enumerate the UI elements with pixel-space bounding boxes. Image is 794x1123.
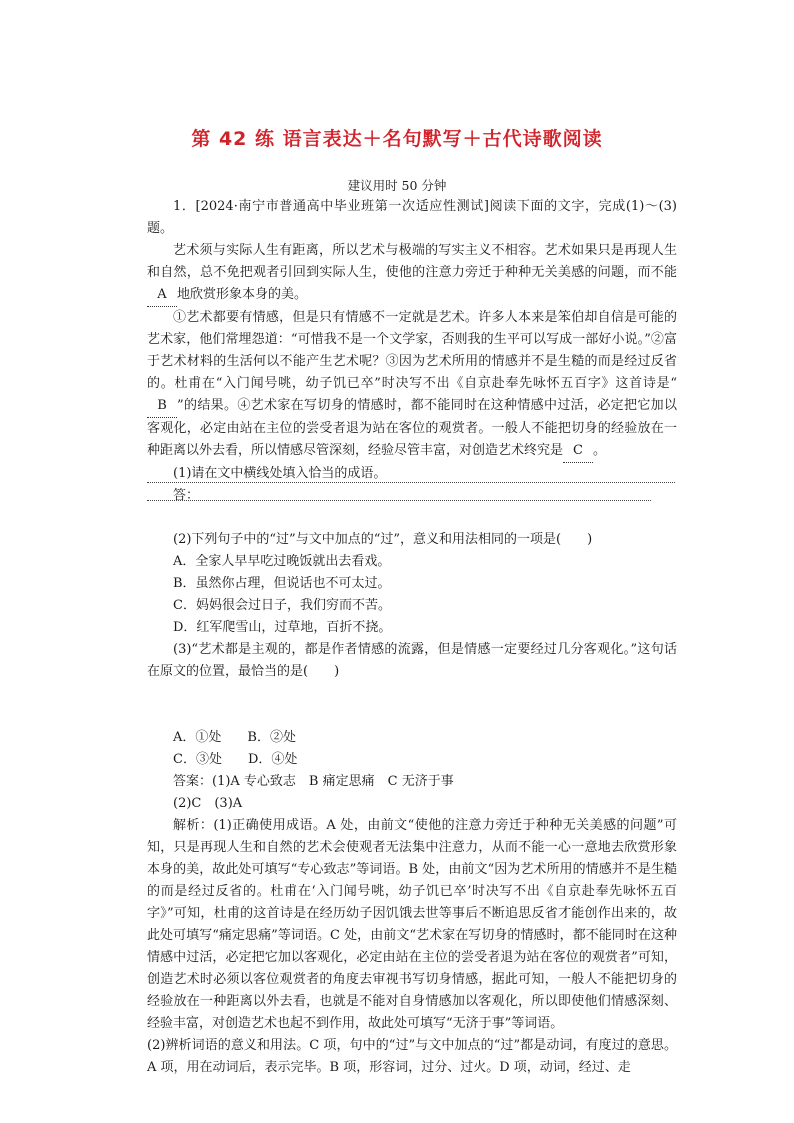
answer-line-2: (2)C (3)A — [173, 796, 243, 811]
sub-question-3: (3)“艺术都是主观的，都是作者情感的流露，但是情感一定要经过几分客观化。”这句话在原文的位置，最恰当的是( ) — [147, 642, 677, 679]
answer-line-dotted-2 — [147, 500, 651, 501]
answer-line-dotted-1 — [147, 482, 675, 483]
question-body — [147, 196, 677, 1079]
passage-paragraph-2 — [147, 307, 677, 463]
passage-text: ”的结果。④艺术家在写切身的情感时，都不能同时在这种情感中过活，必定把它加以客观化，必定由站在主位的尝受者退为站在客位的观赏者。一般人不能把切身的经验放在一种距离以外去看，所以情感尽管深刻，经验尽管丰富，对创造艺术终究是 — [147, 398, 677, 458]
analysis-2: (2)辨析词语的意义和用法。C 项，句中的“过”与文中加点的“过”都是动词，有度过的意思。A 项，用在动词后，表示完毕。B 项，形容词，过分、过火。D 项，动词，经过、走 — [147, 1038, 677, 1075]
blank-c: C — [563, 440, 593, 463]
passage-text: 艺术须与实际人生有距离，所以艺术与极端的写实主义不相容。艺术如果只是再现人生和自然，总不免把观者引回到实际人生，使他的注意力旁迁于种种无关美感的问题，而不能 — [147, 243, 677, 280]
spacer — [147, 683, 677, 705]
sub3-options-row-2[interactable]: C．③处 D．④处 — [173, 752, 298, 767]
spacer — [147, 705, 677, 727]
answer-label: 答： — [173, 488, 200, 503]
blank-a: A — [147, 284, 177, 307]
passage-text: 。 — [593, 443, 607, 458]
analysis-1: 解析：(1)正确使用成语。A 处，由前文“使他的注意力旁迁于种种无关美感的问题”可知，只是再现人生和自然的艺术会使观者无法集中注意力，从而不能一心一意地去欣赏形象本身的美，故此处可填写“专心致志”等词语。B 处，由前文“因为艺术所用的情感并不是生糙的而是经过反省的。杜甫在‘入门闻号咷，幼子饥已卒’时决写不出《自京赴奉先咏怀五百字》”可知，杜甫的这首诗是在经历幼子因饥饿去世等事后不断追思反省才能创作出来的，故此处可填写“痛定思痛”等词语。C 处，由前文“艺术家在写切身的情感时，都不能同时在这种情感中过活，必定把它加以客观化，必定由站在主位的尝受者退为站在客位的观赏者”可知，创造艺术时必须以客位观赏者的角度去审视书写切身情感，据此可知，一般人不能把切身的经验放在一种距离以外去看，也就是不能对自身情感加以客观化，所以即使他们情感深刻、经验丰富，对创造艺术也起不到作用，故此处可填写“无济于事”等词语。 — [147, 818, 677, 1031]
blank-b: B — [147, 395, 177, 418]
suggested-time: 建议用时 50 分钟 — [347, 178, 447, 193]
option-d[interactable]: D．红军爬雪山，过草地，百折不挠。 — [173, 620, 392, 635]
option-c[interactable]: C．妈妈很会过日子，我们穷而不苦。 — [173, 598, 391, 613]
answer-line-1: 答案：(1)A 专心致志 B 痛定思痛 C 无济于事 — [173, 774, 454, 789]
passage-paragraph-1 — [147, 240, 677, 307]
sub-question-1: (1)请在文中横线处填入恰当的成语。 — [173, 466, 387, 481]
option-a[interactable]: A．全家人早早吃过晚饭就出去看戏。 — [173, 554, 391, 569]
passage-text: ①艺术都要有情感，但是只有情感不一定就是艺术。许多人本来是笨伯却自信是可能的艺术家，他们常埋怨道：“可惜我不是一个文学家，否则我的生平可以写成一部好小说。”②富于艺术材料的生活何以不能产生艺术呢？③因为艺术所用的情感并不是生糙的而是经过反省的。杜甫在“入门闻号咷，幼子饥已卒”时决写不出《自京赴奉先咏怀五百字》这首诗是“ — [147, 310, 677, 391]
sub3-options-row-1[interactable]: A．①处 B．②处 — [173, 730, 296, 745]
question-stem: 1．[2024·南宁市普通高中毕业班第一次适应性测试]阅读下面的文字，完成(1)～(3)题。 — [147, 199, 677, 236]
option-b[interactable]: B．虽然你占理，但说话也不可太过。 — [173, 576, 391, 591]
sub-question-2: (2)下列句子中的“过”与文中加点的“过”，意义和用法相同的一项是( ) — [173, 532, 593, 547]
passage-text: 地欣赏形象本身的美。 — [177, 287, 308, 302]
page-title: 第 42 练 语言表达＋名句默写＋古代诗歌阅读 — [191, 128, 603, 150]
answer-area[interactable] — [147, 507, 677, 529]
